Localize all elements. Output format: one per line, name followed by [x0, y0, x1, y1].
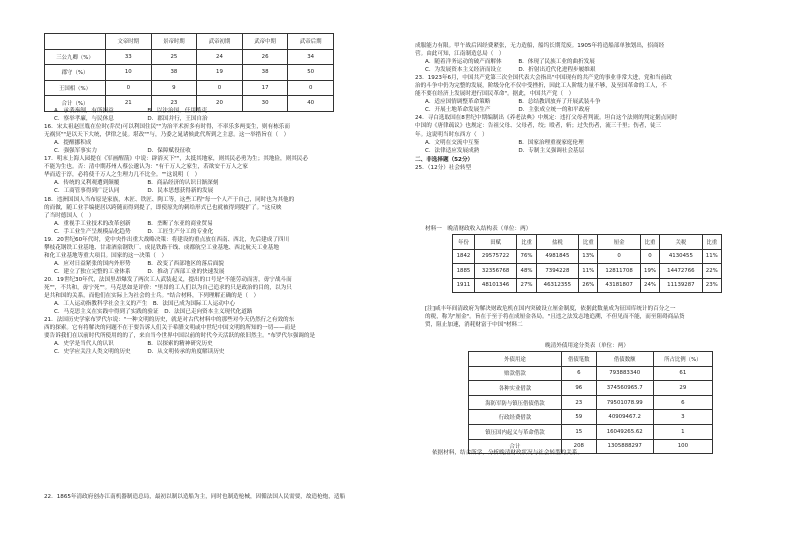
table-row [453, 264, 722, 279]
question-line: 17．明末上海人园提在《军画醒箭》中说：辟浴灭下""，太抵其地家，则其民必勇为生；其地俭，则其民必 [44, 156, 308, 163]
table-cell: 22% [702, 264, 721, 279]
table-cell: 合计（%） [45, 96, 106, 112]
table-cell: 盐税 [536, 235, 578, 250]
table-cell: 武帝后期 [288, 34, 334, 50]
table-cell: 0 [598, 249, 640, 264]
table-cell: 9 [151, 80, 197, 96]
table-cell: 海防军防与镇压借债借款 [469, 395, 562, 410]
table-cell: 19% [640, 264, 659, 279]
option-line: A．承袭秦制，有所损益 B．以法治国，任用酷吏 [54, 108, 208, 114]
table-officials-ratio [44, 33, 334, 112]
table-cell: 0 [288, 80, 334, 96]
table-cell: 镇压国内起义与革命借款 [469, 424, 562, 439]
table-cell: 23 [561, 395, 596, 410]
question-line: 19．20世纪60年代时，党中央作出重大战略决策：将建设的重点放在西南、西北，先后建成了四川 [44, 236, 290, 243]
table-cell: 1842 [453, 249, 475, 264]
table-cell: 3 [653, 410, 712, 425]
question-line: 20．19世纪30年代，法国里昂爆发了两次工人武装起义，提出的口号是"不能劳动而害，毋宁战斗而 [44, 276, 292, 283]
table-cell: 武帝中期 [242, 34, 288, 50]
table-cell: 6 [653, 395, 712, 410]
table-cell: 郡守（%） [45, 65, 106, 81]
table-cell: 20 [197, 96, 243, 112]
table-cell: 11% [702, 249, 721, 264]
table-cell: 27% [517, 278, 536, 293]
question-line: 营。由此可知，江南制造总局（ ） [415, 51, 505, 58]
option-line: C．强强军事实力 D．保障赋役征收 [54, 148, 191, 155]
table-cell: 14472766 [660, 264, 702, 279]
option-line: A．应对日益紧张的国内外形势 B．改变了西部地区的落后面貌 [54, 260, 224, 267]
left-column [44, 107, 394, 356]
option-line: C．察举孝廉，与民休息 D．郡国并行，王国自治 [54, 116, 208, 123]
table-cell: 43181807 [598, 278, 640, 293]
option-line: A．史学是当代人的认识 B．以探索的精神研究历史 [54, 341, 213, 348]
table-cell: 34 [288, 49, 334, 65]
table-cell: 24% [640, 278, 659, 293]
option-line: C．建立了独立完整的工业体系 D．推动了西部工业的快速发展 [54, 268, 225, 275]
option-line: A．提醒挪积成 [54, 140, 92, 147]
table-cell: 374560965.7 [596, 381, 653, 396]
note-block [425, 305, 780, 329]
table-cell: 4130455 [660, 249, 702, 264]
table-cell: 26 [242, 49, 288, 65]
table-fiscal-revenue [452, 234, 722, 293]
table-row [453, 278, 722, 293]
table-cell: 40 [288, 96, 334, 112]
table-cell: 比重 [517, 235, 536, 250]
table-cell: 三公九卿（%） [45, 49, 106, 65]
table-cell: 38 [242, 65, 288, 81]
table-caption: 材料一 晚清财政收入结构表（单位：两） [425, 226, 532, 232]
option-line: A．传统的义利观遭到颠覆 B．商品经济的认识日渐深刻 [54, 180, 219, 187]
table-cell: 15 [561, 424, 596, 439]
question-line: 是共和国的关系，而他们在实际上为社会的士兵。"结合材料，下列理解正确的是（ ） [44, 293, 260, 300]
table-cell: 19 [197, 65, 243, 81]
table-row [453, 249, 722, 264]
table-cell: 7394228 [536, 264, 578, 279]
table-cell: 武帝初期 [197, 34, 243, 50]
table-cell: 10 [106, 65, 152, 81]
table-row [469, 366, 713, 381]
question-line: 18．违洲国国人当布原是家族，木匠、铁匠、陶工等，这些工程"每一个人产于自己，同时也为其他的 [44, 196, 295, 203]
table-cell: 11139287 [660, 278, 702, 293]
option-line: C．史学应关注人类文明的历史 D．从文明传承的角度解读历史 [54, 349, 225, 356]
question-line: 中国的《唐律疏议》也规定：告祖父母、父母者，绞；殴者，斩；过失伤者，流三千里；伤者，徒三 [415, 123, 662, 130]
section-title: 二、非选择题（52分） [415, 156, 474, 163]
option-line: A．随着洋务运动的破产而解体 B．体现了民族工业的曲折发展 [425, 59, 595, 66]
table-cell: 6 [561, 366, 596, 381]
table-cell: 比重 [702, 235, 721, 250]
table-cell: 行政经费借款 [469, 410, 562, 425]
question-line: 和化工业基地等重大项目。国家的这一决策（ ） [44, 252, 168, 259]
question-line: 了当时德国人（ ） [44, 212, 95, 219]
question-line: 要告诉我们在以前时代所使用的的了，来自当今世界中国以前的时代今天活跃的依旧然主。"布罗代尔强调的是 [44, 333, 316, 340]
table-cell: 30 [242, 96, 288, 112]
table-cell: 29575722 [474, 249, 516, 264]
table-cell: 外债用途 [469, 352, 562, 367]
table-row [45, 65, 334, 81]
table-cell: 21 [106, 96, 152, 112]
table-header-row [469, 352, 713, 367]
table-cell: 0 [106, 80, 152, 96]
table-cell: 王国相（%） [45, 80, 106, 96]
table-cell: 33 [106, 49, 152, 65]
table-cell: 16049265.62 [596, 424, 653, 439]
table-cell: 1305888297 [596, 439, 653, 454]
table-cell: 32356768 [474, 264, 516, 279]
question-line: 无祸冥""是以天下大统，伊律之徒。堪改""与，乃委之晁诸候此代所到之主意。这一举措旨在（ ） [44, 132, 290, 139]
table-cell: 12811708 [598, 264, 640, 279]
table-row [469, 395, 713, 410]
table-row [469, 381, 713, 396]
table-cell: 11% [579, 264, 598, 279]
question-line: 年。这说明当时东西方（ ） [415, 131, 488, 138]
table-cell: 0 [640, 249, 659, 264]
table-row [45, 49, 334, 65]
table-cell: 景帝时期 [151, 34, 197, 50]
question-line: 16．宋太祖赵匡胤在位时(乔昃)可以利国住民""为治平术折多有时得，不率乐多两变生，则有栋乐而 [44, 124, 290, 131]
table-header-row [453, 235, 722, 250]
option-line: C．法律适应发展成熟 D．专制主义强调社会基层 [425, 147, 585, 154]
table-cell: 厘金 [598, 235, 640, 250]
note-line: [注]咸丰年间清政府为解决财政危机在国内突破设立厘金制度，依据此数量成为征国库统计的百分之一 [425, 306, 676, 312]
question-line: 西的探索。它有将解决的问题不在于要告诉人们关于希腊文明或中世纪中国文明的所知的一切——而是 [44, 325, 296, 332]
table-cell: 比重 [579, 235, 598, 250]
note-line: 贸，阻止加速，消耗财富于中国"材料二 [425, 322, 523, 329]
table-cell: 76% [517, 249, 536, 264]
table-cell: 793883340 [596, 366, 653, 381]
table-cell: 4981845 [536, 249, 578, 264]
table-cell: 合计 [469, 439, 562, 454]
note-line: 的税，称为"厘金"。旨在于至于将在成厘金各局。"且违之法发志地追溯，不但见而不能，而至阻碍商品货 [425, 314, 685, 321]
question-line: 成服能力有限。甲午战后因经费紧张，无力造船，船坞长期荒废。1905年将造船部单独划出，招商经 [415, 43, 665, 49]
question-line: 的而做，随工业手编捷居以跨随而得到提了，即使原先的刺给形式已也就被得到提扩了。"这反映 [44, 204, 282, 211]
table-cell: 年份 [453, 235, 475, 250]
table-cell: 1 [653, 424, 712, 439]
table-row [469, 410, 713, 425]
table-cell: 1885 [453, 264, 475, 279]
table-cell: 各种实业借款 [469, 381, 562, 396]
table-cell: 关税 [660, 235, 702, 250]
table-cell: 61 [653, 366, 712, 381]
table-cell: 借债数额 [596, 352, 653, 367]
question-line: 21．法国历史学家布罗代尔说："一种文明的历史，就是对古代材料中的那些对今天仍然行之有效的东 [44, 317, 295, 324]
table-cell: 田赋 [474, 235, 516, 250]
option-line: A．工人运动指教科学社会主义的产生 B．法国已成为国际工人运动中心 [54, 301, 236, 308]
table-cell: 0 [197, 80, 243, 96]
table-cell: 24 [197, 49, 243, 65]
option-line: C．开展土地革命发展生产 D．主张成立统一的和平政府 [425, 107, 590, 114]
question-line: 死""，不共和，毋宁死""。马克思如是评价："里昂的工人们以为自己追求的只是政治的目的，以为只 [44, 285, 292, 292]
question-line: 依据材料，结合所学，分析晚清财政状况与社会转型的关系。 [432, 450, 584, 456]
question-line: 不能为生也。否：清中期苏州人蔡公邈认为："有千万人之家生，若欲安千万人之家 [44, 164, 248, 171]
question-line: 攀枝花钢铁工业基地、甘肃酒泉钢铁厂、成昆铁路干线、成都航空工业基地、西北航天工业基地 [44, 244, 279, 251]
table-cell: 46312355 [536, 278, 578, 293]
right-column [415, 42, 770, 172]
table-cell: 38 [151, 65, 197, 81]
option-line: A．重视手工业技术的改革创新 B．垄断了东亚的商业贸易 [54, 220, 213, 227]
table-row [45, 80, 334, 96]
table-cell: 所占比例（%） [653, 352, 712, 367]
table-cell: 208 [561, 439, 596, 454]
option-line: C．工商管事得到广泛认同 D．民本思想获得新的发展 [54, 188, 214, 195]
table-cell: 25 [151, 49, 197, 65]
question-line: 能不要在经济上发展时进行国民革命"。据此，中国共产党（ ） [415, 91, 575, 98]
option-line: C．为发展资本主义经济而设立 D．折射出近代化进程步履维艰 [425, 67, 596, 74]
table-cell: 文帝时期 [106, 34, 152, 50]
table-cell: 40909467.2 [596, 410, 653, 425]
option-line: A．文明在交流中互鉴 B．国家治理重视家庭伦理 [425, 139, 584, 146]
question-line: 22．1865年清政府创办江南机器制造总局，最初以制以造船为主，同时也制造枪械，因循法国人民需要，故造枪炮，适船 [44, 494, 346, 500]
table-cell [45, 34, 106, 50]
table-cell: 1911 [453, 278, 475, 293]
table-caption: 晚清外债用途分类表（单位：两） [545, 343, 629, 349]
question-line: 23．1923年6月，中国共产党第三次全国代表大会指出"中国现有的共产党的事业非常大进，党和当前政 [415, 75, 672, 82]
question-line: 24．寻白选取国在8世纪中期编制出《养老法典》中规定：违打父母者判流。坦白这个法则的判定据点同时 [415, 115, 678, 122]
table-cell: 48% [517, 264, 536, 279]
option-line: A．适应国情调整革命策略 B．总结教训放弃了开展武装斗争 [425, 99, 601, 106]
table-cell: 比重 [640, 235, 659, 250]
question-line: 治的斗争中仍为完整的发展，阶级分化不仅中受挫折，因此工人阶级力量不够，及至国革命的工人，不 [415, 83, 667, 90]
table-cell: 79501078.99 [596, 395, 653, 410]
table-cell: 借债笔数 [561, 352, 596, 367]
table-cell: 23% [702, 278, 721, 293]
table-cell: 23 [151, 96, 197, 112]
table-cell: 26% [579, 278, 598, 293]
table-header-row [45, 34, 334, 50]
table-cell: 48101346 [474, 278, 516, 293]
table-cell: 50 [288, 65, 334, 81]
table-cell: 13% [579, 249, 598, 264]
table-foreign-debt [468, 351, 713, 454]
question-title: 25．（12分）社会转型 [415, 164, 472, 171]
table-cell: 17 [242, 80, 288, 96]
option-line: C．马克思主义在实践中得到了实践的验证 D．法国已走向资本主义现代化道路 [54, 309, 253, 316]
question-line: 华而适于淳，必将使千万人之生理力几不比全。""这说明（ ） [44, 172, 201, 179]
table-cell: 赔款借款 [469, 366, 562, 381]
table-row [469, 424, 713, 439]
table-cell: 59 [561, 410, 596, 425]
table-cell: 29 [653, 381, 712, 396]
table-cell: 100 [653, 439, 712, 454]
option-line: C．手工业生产呈规模品化趋势 D．工匠生产分工的专业化 [54, 228, 214, 235]
table-cell: 96 [561, 381, 596, 396]
